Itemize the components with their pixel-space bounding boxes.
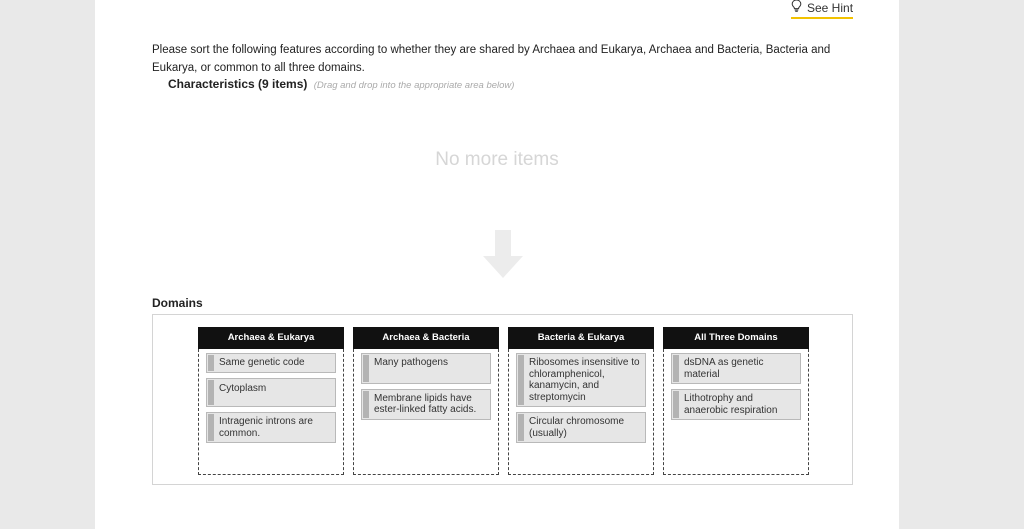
item-label: Same genetic code xyxy=(219,357,305,368)
column-archaea-bacteria[interactable] xyxy=(353,327,499,475)
item-label: Membrane lipids have ester-linked fatty acids. xyxy=(374,392,477,415)
column-header: Archaea & Bacteria xyxy=(353,327,499,349)
draggable-item[interactable] xyxy=(206,412,336,443)
draggable-item[interactable] xyxy=(516,353,646,407)
lightbulb-icon xyxy=(791,0,802,17)
draggable-item[interactable] xyxy=(206,378,336,408)
instructions-text: Please sort the following features according to whether they are shared by Archaea and Eukarya, Archaea and Bacteria, Bacteria and Eukarya, or common to all three domains. xyxy=(152,44,831,74)
draggable-item[interactable] xyxy=(671,353,801,384)
draggable-item[interactable] xyxy=(361,353,491,384)
item-label: dsDNA as genetic material xyxy=(684,357,764,380)
characteristics-subtitle: (Drag and drop into the appropriate area below) xyxy=(313,80,515,91)
column-all-three-domains[interactable] xyxy=(663,327,809,475)
characteristics-title: Characteristics (9 items) xyxy=(168,77,308,91)
draggable-item[interactable] xyxy=(671,389,801,420)
drop-zone[interactable] xyxy=(663,349,809,475)
drop-zone[interactable] xyxy=(198,349,344,475)
down-arrow-icon xyxy=(483,230,523,283)
item-label: Cytoplasm xyxy=(219,382,267,394)
see-hint-link[interactable] xyxy=(791,0,853,19)
item-label: Intragenic introns are common. xyxy=(219,416,313,439)
see-hint-label[interactable]: See Hint xyxy=(807,1,854,15)
item-label: Many pathogens xyxy=(374,357,448,368)
item-label: Circular chromosome (usually) xyxy=(529,416,625,439)
column-bacteria-eukarya[interactable] xyxy=(508,327,654,475)
drop-zone[interactable] xyxy=(508,349,654,475)
item-label: Lithotrophy and anaerobic respiration xyxy=(684,393,778,416)
column-header: Archaea & Eukarya xyxy=(198,327,344,349)
characteristics-heading xyxy=(168,77,514,91)
draggable-item[interactable] xyxy=(516,412,646,443)
column-header: All Three Domains xyxy=(663,327,809,349)
no-more-items-message: No more items xyxy=(435,149,559,170)
domains-drop-area xyxy=(152,314,853,485)
column-archaea-eukarya[interactable] xyxy=(198,327,344,475)
drop-zone[interactable] xyxy=(353,349,499,475)
draggable-item[interactable] xyxy=(361,389,491,420)
column-header: Bacteria & Eukarya xyxy=(508,327,654,349)
main-panel xyxy=(95,0,899,529)
item-label: Ribosomes insensitive to chloramphenicol, kanamycin, and streptomycin xyxy=(529,357,640,403)
draggable-item[interactable] xyxy=(206,353,336,373)
domains-label: Domains xyxy=(152,296,203,310)
